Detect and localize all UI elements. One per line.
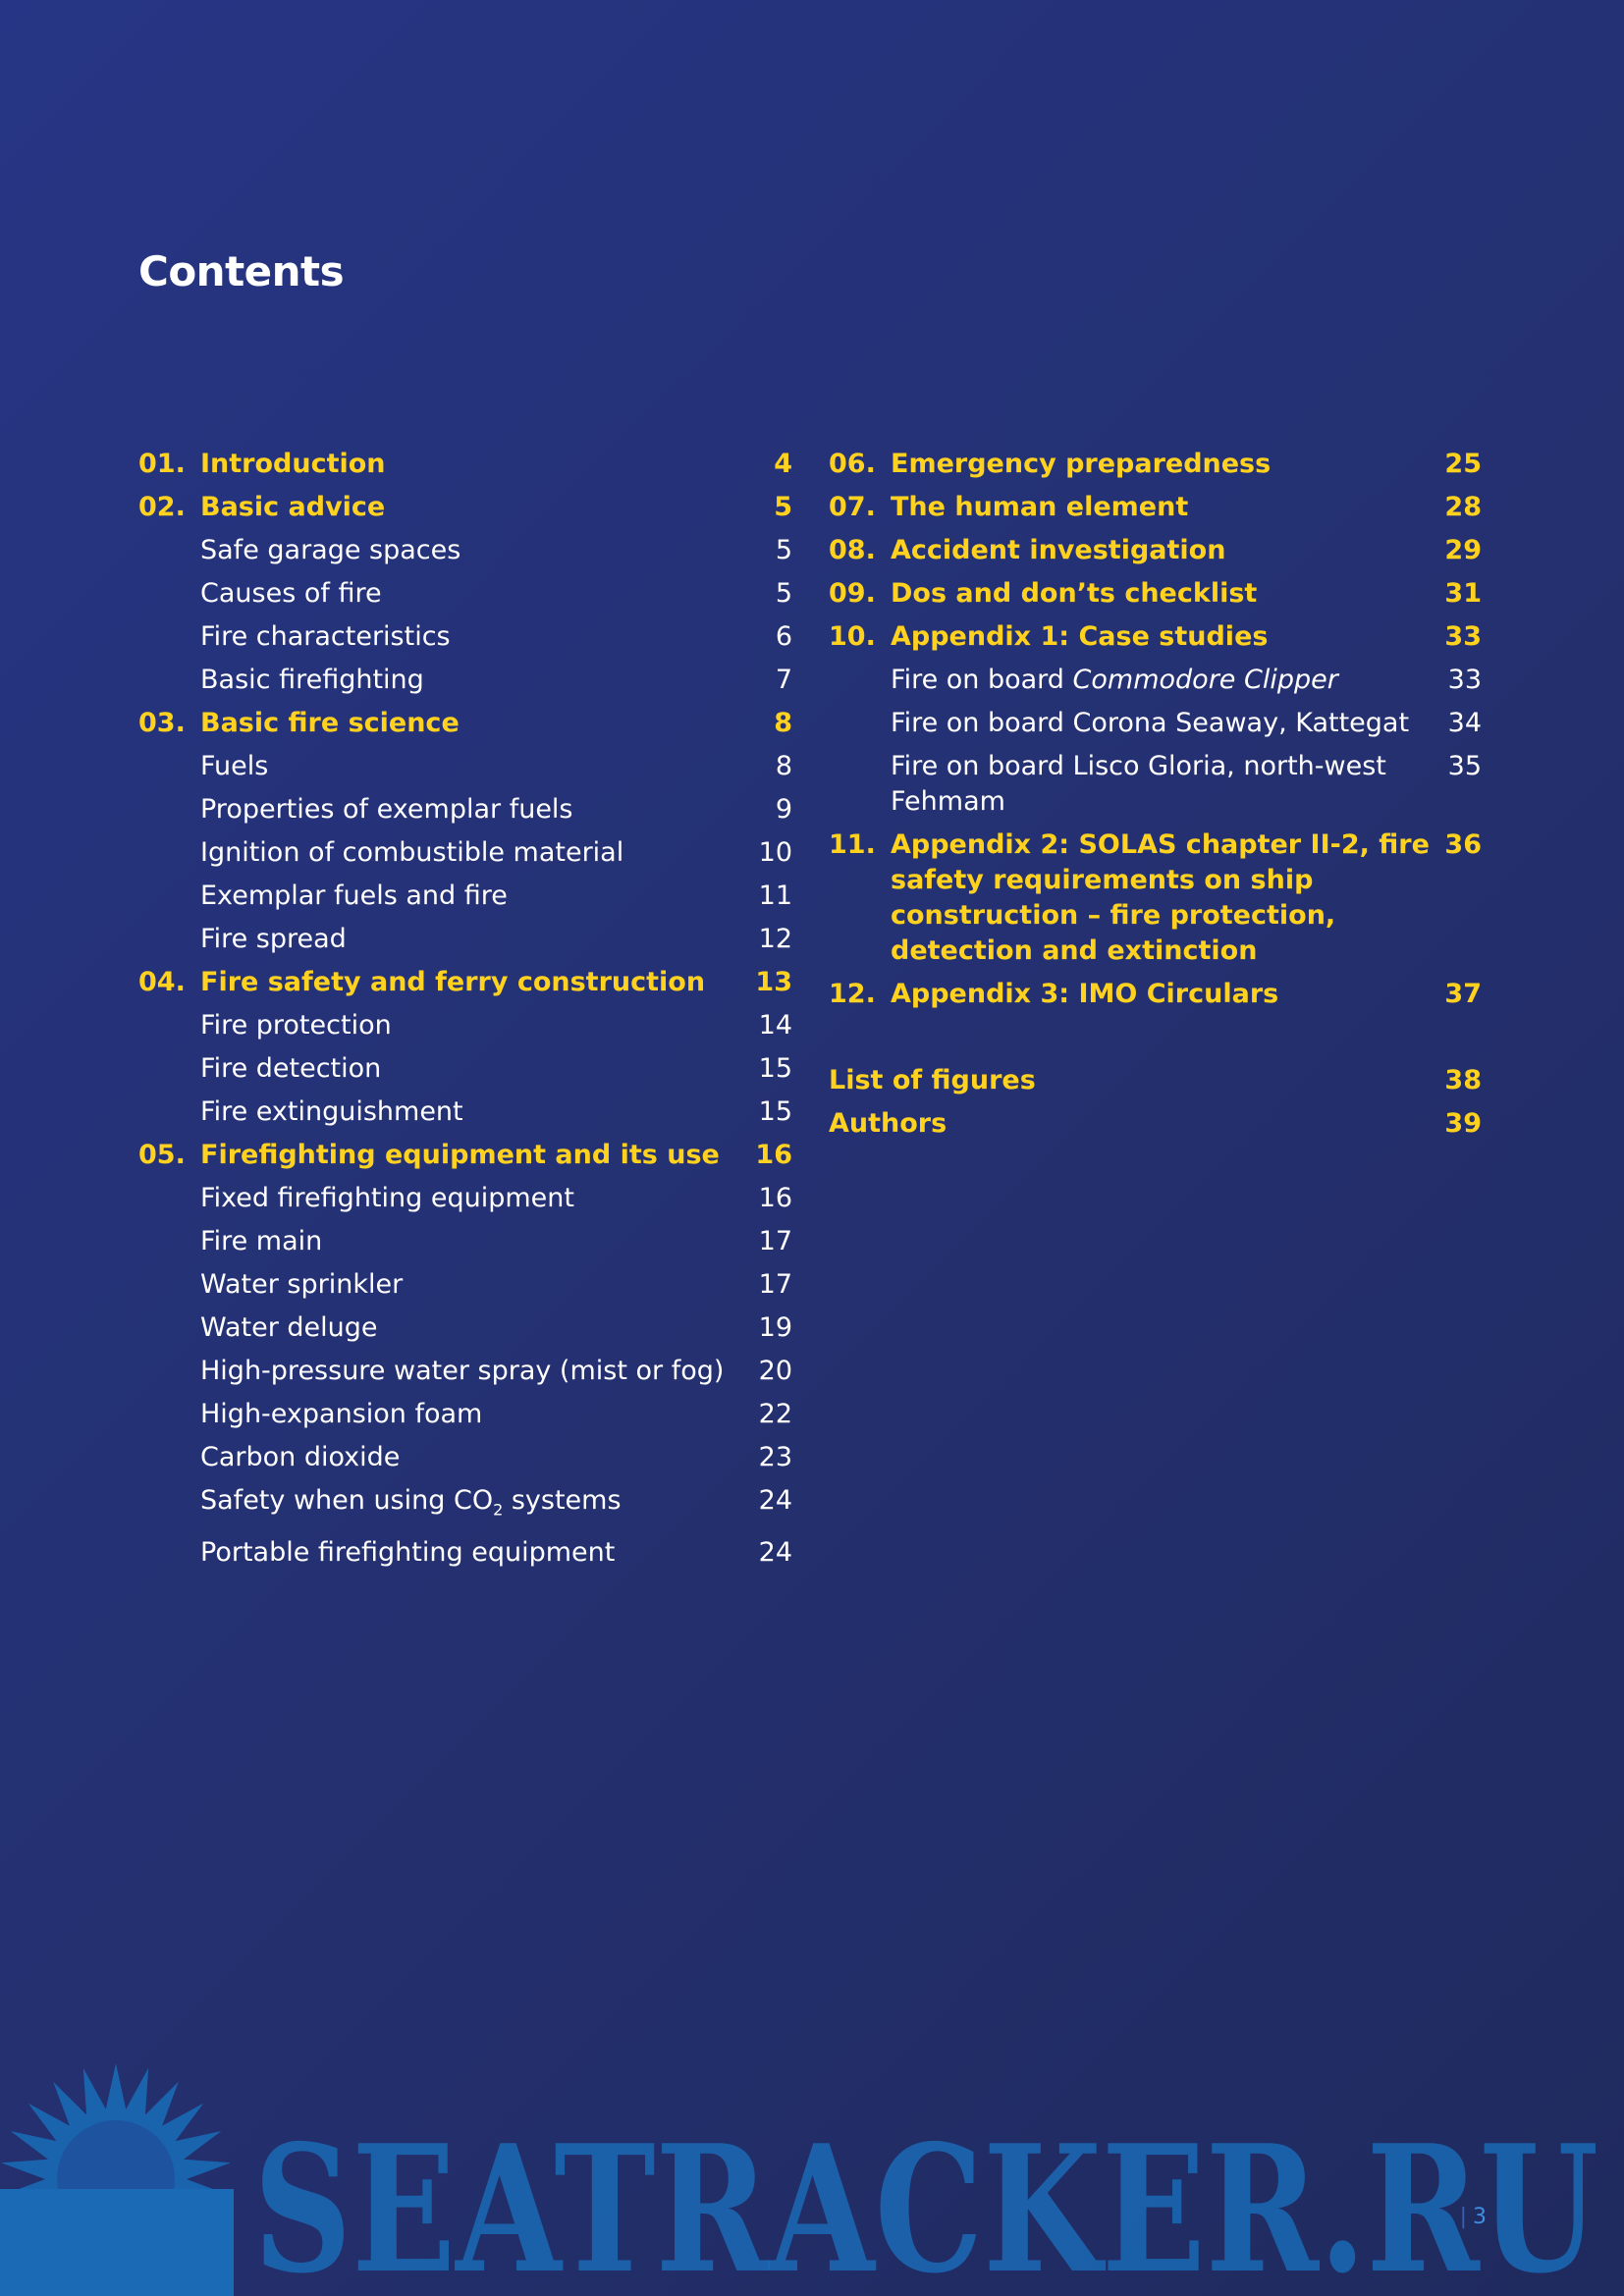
- toc-entry-page: 16: [758, 1183, 792, 1213]
- toc-entry-page: 31: [1444, 578, 1482, 609]
- toc-entry-title: Fuels: [200, 751, 269, 781]
- toc-section-entry[interactable]: [138, 572, 792, 615]
- toc-entry-title: The human element: [891, 492, 1189, 522]
- toc-section-entry[interactable]: [138, 1307, 792, 1350]
- toc-entry-page: 10: [758, 837, 792, 868]
- toc-section-entry[interactable]: [138, 831, 792, 875]
- toc-entry-title: Fire main: [200, 1226, 323, 1256]
- toc-chapter-entry[interactable]: [138, 1134, 792, 1177]
- toc-entry-page: 37: [1444, 979, 1482, 1009]
- toc-entry-page: 15: [758, 1096, 792, 1127]
- toc-chapter-entry[interactable]: [829, 824, 1482, 973]
- toc-chapter-entry[interactable]: [138, 702, 792, 745]
- toc-entry-page: 12: [758, 924, 792, 954]
- toc-chapter-entry[interactable]: [829, 615, 1482, 659]
- toc-entry-title: Appendix 1: Case studies: [891, 621, 1269, 652]
- toc-entry-page: 29: [1444, 535, 1482, 565]
- toc-entry-page: 35: [1447, 751, 1482, 781]
- toc-entry-title: Fire safety and ferry construction: [200, 967, 706, 997]
- toc-section-entry[interactable]: [138, 1531, 792, 1575]
- toc-entry-page: 8: [775, 751, 792, 781]
- toc-entry-title: Safe garage spaces: [200, 535, 461, 565]
- toc-entry-title: Fire on board Lisco Gloria, north-west Fehmam: [891, 751, 1386, 817]
- toc-entry-title: Water deluge: [200, 1312, 378, 1343]
- toc-section-entry[interactable]: [138, 1436, 792, 1479]
- toc-section-entry[interactable]: [138, 1393, 792, 1436]
- toc-entry-page: 24: [758, 1537, 792, 1569]
- toc-section-entry[interactable]: [138, 659, 792, 702]
- watermark-text: SEATRACKER.RU: [253, 2107, 1598, 2296]
- toc-entry-title: Portable firefighting equipment: [200, 1537, 616, 1569]
- toc-entry-number: 06.: [829, 449, 876, 479]
- toc-entry-title: Fixed firefighting equipment: [200, 1183, 574, 1213]
- toc-chapter-entry[interactable]: [138, 486, 792, 529]
- toc-entry-page: 5: [775, 535, 792, 565]
- toc-entry-title: Accident investigation: [891, 535, 1226, 565]
- toc-section-entry[interactable]: [138, 788, 792, 831]
- toc-entry-page: 34: [1447, 708, 1482, 738]
- toc-entry-number: 11.: [829, 829, 876, 860]
- toc-chapter-entry[interactable]: [829, 973, 1482, 1016]
- toc-entry-number: 05.: [138, 1140, 186, 1170]
- toc-entry-title: Fire extinguishment: [200, 1096, 463, 1127]
- toc-entry-page: 4: [774, 449, 792, 479]
- toc-section-entry[interactable]: [138, 1263, 792, 1307]
- toc-entry-title: Fire on board Corona Seaway, Kattegat: [891, 708, 1410, 738]
- toc-entry-page: 25: [1444, 449, 1482, 479]
- toc-entry-page: 33: [1444, 621, 1482, 652]
- toc-section-entry[interactable]: [138, 1047, 792, 1091]
- toc-section-entry[interactable]: [138, 1350, 792, 1393]
- toc-entry-title: Dos and don’ts checklist: [891, 578, 1258, 609]
- toc-chapter-entry[interactable]: [829, 529, 1482, 572]
- toc-entry-page: 38: [1444, 1065, 1482, 1095]
- toc-entry-number: 02.: [138, 492, 186, 522]
- toc-entry-page: 17: [758, 1269, 792, 1300]
- toc-entry-number: 07.: [829, 492, 876, 522]
- toc-entry-page: 11: [758, 881, 792, 911]
- toc-entry-page: 39: [1444, 1108, 1482, 1139]
- toc-entry-number: 01.: [138, 449, 186, 479]
- toc-section-entry[interactable]: [829, 659, 1482, 702]
- toc-entry-title: Basic firefighting: [200, 665, 424, 695]
- toc-entry-number: 08.: [829, 535, 876, 565]
- contents-right-column: [829, 443, 1482, 1146]
- toc-entry-title: Fire detection: [200, 1053, 382, 1084]
- toc-entry-page: 16: [755, 1140, 792, 1170]
- toc-section-entry[interactable]: [138, 1177, 792, 1220]
- toc-section-entry[interactable]: [138, 875, 792, 918]
- sun-logo-icon: [0, 2063, 234, 2296]
- toc-entry-page: 33: [1447, 665, 1482, 695]
- toc-entry-page: 36: [1444, 829, 1482, 860]
- toc-chapter-entry[interactable]: [829, 443, 1482, 486]
- toc-section-entry[interactable]: [829, 702, 1482, 745]
- toc-chapter-entry[interactable]: [138, 961, 792, 1004]
- toc-entry-title: Basic fire science: [200, 708, 460, 738]
- toc-section-entry[interactable]: [138, 918, 792, 961]
- toc-entry-page: 7: [775, 665, 792, 695]
- toc-entry-title: Fire characteristics: [200, 621, 451, 652]
- toc-entry-page: 19: [758, 1312, 792, 1343]
- toc-entry-number: 04.: [138, 967, 186, 997]
- toc-entry-page: 20: [758, 1356, 792, 1386]
- toc-entry-number: 09.: [829, 578, 876, 609]
- toc-entry-page: 6: [775, 621, 792, 652]
- toc-entry-page: 22: [758, 1399, 792, 1429]
- toc-section-entry[interactable]: [138, 1220, 792, 1263]
- toc-entry-page: 13: [755, 967, 792, 997]
- toc-entry-title: Carbon dioxide: [200, 1442, 401, 1472]
- toc-entry-title: Appendix 2: SOLAS chapter II-2, fire safety requirements on ship construction – fire protection, detection and extinction: [891, 829, 1430, 966]
- toc-entry-number: 10.: [829, 621, 876, 652]
- toc-entry-page: 17: [758, 1226, 792, 1256]
- toc-chapter-entry[interactable]: [829, 572, 1482, 615]
- toc-entry-title: Authors: [829, 1108, 947, 1139]
- toc-entry-title: Fire spread: [200, 924, 347, 954]
- toc-entry-page: 23: [758, 1442, 792, 1472]
- toc-entry-title: Emergency preparedness: [891, 449, 1272, 479]
- toc-section-entry[interactable]: [829, 745, 1482, 824]
- toc-section-entry[interactable]: [138, 1004, 792, 1047]
- toc-entry-title: Causes of fire: [200, 578, 382, 609]
- toc-entry-title: Ignition of combustible material: [200, 837, 624, 868]
- toc-entry-page: 28: [1444, 492, 1482, 522]
- toc-entry-title: Water sprinkler: [200, 1269, 404, 1300]
- toc-entry-title: List of figures: [829, 1065, 1036, 1095]
- toc-entry-number: 12.: [829, 979, 876, 1009]
- toc-extra-entry[interactable]: [829, 1102, 1482, 1146]
- toc-entry-number: 03.: [138, 708, 186, 738]
- toc-chapter-entry[interactable]: [829, 486, 1482, 529]
- toc-entry-title: High-expansion foam: [200, 1399, 483, 1429]
- toc-entry-title: Fire protection: [200, 1010, 392, 1041]
- toc-section-entry[interactable]: [138, 1091, 792, 1134]
- toc-entry-title: Basic advice: [200, 492, 386, 522]
- toc-chapter-entry[interactable]: [138, 443, 792, 486]
- toc-entry-page: 24: [758, 1485, 792, 1516]
- toc-entry-page: 8: [774, 708, 792, 738]
- toc-entry-title: Properties of exemplar fuels: [200, 794, 573, 825]
- toc-entry-title: Fire on board Commodore Clipper: [891, 665, 1338, 695]
- toc-section-entry[interactable]: [138, 1479, 792, 1531]
- page-title: Contents: [138, 247, 345, 295]
- toc-entry-title: Firefighting equipment and its use: [200, 1140, 720, 1170]
- toc-entry-page: 14: [758, 1010, 792, 1041]
- toc-section-entry[interactable]: [138, 615, 792, 659]
- toc-entry-title: Introduction: [200, 449, 386, 479]
- toc-entry-page: 5: [774, 492, 792, 522]
- toc-entry-page: 15: [758, 1053, 792, 1084]
- toc-section-entry[interactable]: [138, 745, 792, 788]
- toc-entry-title: High-pressure water spray (mist or fog): [200, 1356, 725, 1386]
- page-number: | 3: [1459, 2205, 1487, 2229]
- seatracker-watermark: [0, 2056, 1624, 2296]
- toc-entry-title: Safety when using $CO_2$ systems: [200, 1485, 622, 1520]
- toc-entry-title: Exemplar fuels and fire: [200, 881, 508, 911]
- toc-section-entry[interactable]: [138, 529, 792, 572]
- toc-entry-page: 9: [775, 794, 792, 825]
- toc-entry-title: Appendix 3: IMO Circulars: [891, 979, 1279, 1009]
- contents-left-column: [138, 443, 792, 1575]
- toc-extra-entry[interactable]: [829, 1059, 1482, 1102]
- toc-entry-page: 5: [775, 578, 792, 609]
